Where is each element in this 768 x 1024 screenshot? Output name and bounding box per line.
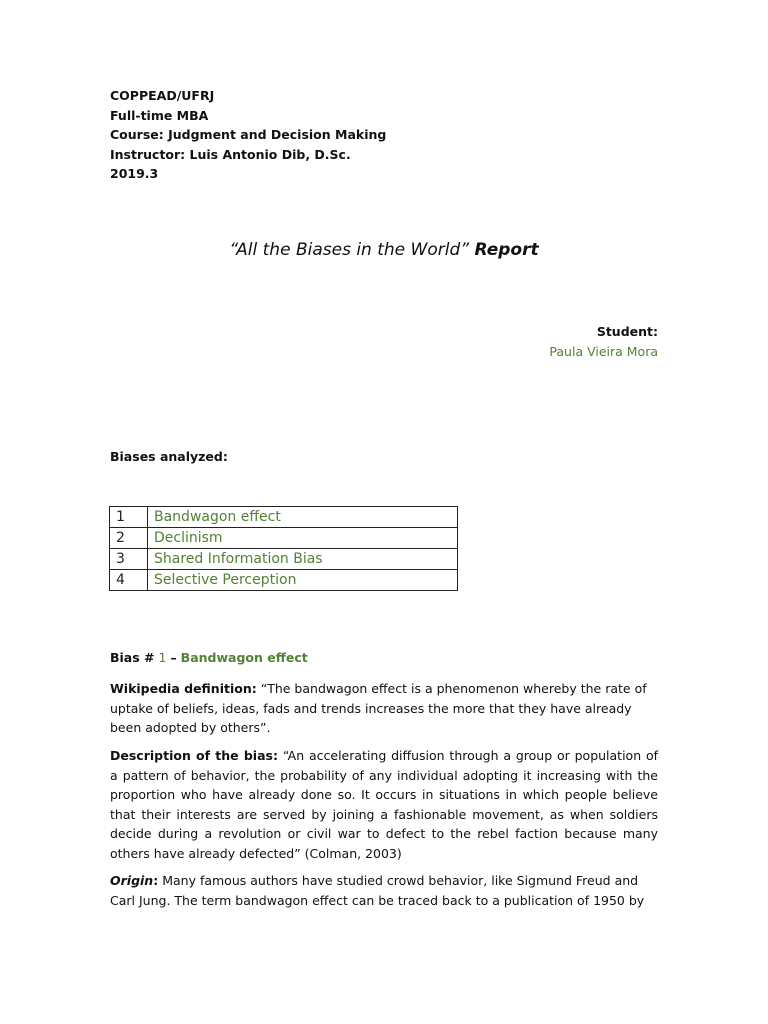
origin-colon: : [153, 873, 159, 888]
table-row [110, 549, 458, 570]
student-name: Paula Vieira Mora [549, 343, 658, 359]
course-line: Course: Judgment and Decision Making [110, 127, 387, 142]
bias-number: 2 [110, 528, 148, 549]
institution-line: COPPEAD/UFRJ [110, 88, 215, 103]
bias-name: Bandwagon effect [148, 507, 458, 528]
bias-1-heading [110, 650, 308, 665]
table-row [110, 507, 458, 528]
origin-label: Origin [110, 873, 154, 888]
report-title-quoted: “All the Biases in the World” [229, 240, 470, 260]
biases-heading: Biases analyzed: [110, 449, 228, 464]
term-line: 2019.3 [110, 166, 159, 181]
instructor-line: Instructor: Luis Antonio Dib, D.Sc. [110, 146, 351, 162]
student-block [549, 322, 658, 361]
bias-name: Selective Perception [148, 570, 458, 591]
wikipedia-definition-text: “The bandwagon effect is a phenomenon whereby the rate of uptake of beliefs, ideas, fads and trends increases the more that they have already been adopted by others”. [110, 681, 647, 735]
biases-table [109, 506, 458, 591]
origin-paragraph [110, 871, 658, 910]
bias-heading-label: Bias # [110, 650, 155, 665]
table-row [110, 570, 458, 591]
bias-description-text: “An accelerating diffusion through a group or population of a pattern of behavior, the probability of any individual adopting it increasing with the proportion who have already done so. It occurs in situations in which people believe that their interests are served by joining a fashionable movement, as when soldiers decide during a revolution or civil war to defect to the rebel faction because many others have already defected” (Colman, 2003) [110, 748, 659, 861]
bias-number: 3 [110, 549, 148, 570]
wikipedia-definition-label: Wikipedia definition: [110, 681, 257, 696]
bias-description-label: Description of the bias: [110, 748, 278, 763]
table-row [110, 528, 458, 549]
report-title-word: Report [474, 240, 539, 260]
bias-number: 4 [110, 570, 148, 591]
document-header [110, 86, 386, 184]
student-label: Student: [596, 324, 658, 339]
wikipedia-definition-paragraph [110, 679, 658, 738]
bias-name: Declinism [148, 528, 458, 549]
program-line: Full-time MBA [110, 107, 209, 123]
bias-name: Shared Information Bias [148, 549, 458, 570]
bias-heading-number: 1 [158, 650, 167, 665]
origin-text: Many famous authors have studied crowd behavior, like Sigmund Freud and Carl Jung. The term bandwagon effect can be traced back to a publication of 1950 by [110, 873, 645, 908]
bias-description-paragraph [110, 746, 658, 863]
bias-heading-name: Bandwagon effect [180, 650, 308, 665]
report-title [0, 240, 768, 260]
bias-heading-dash: – [170, 650, 177, 665]
bias-number: 1 [110, 507, 148, 528]
